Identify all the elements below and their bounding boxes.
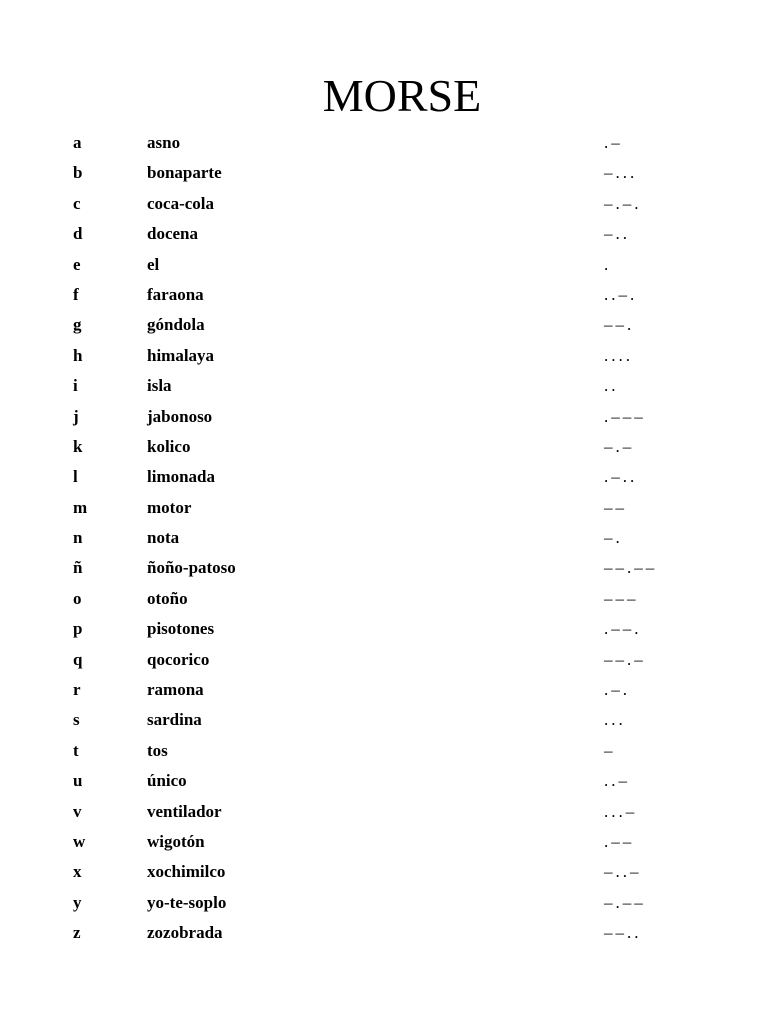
table-row [73, 918, 713, 948]
table-row [73, 250, 713, 280]
row-morse-code: ––.. [604, 923, 642, 943]
table-row [73, 797, 713, 827]
row-letter: d [73, 224, 83, 244]
row-letter: b [73, 163, 83, 183]
row-morse-code: . [604, 254, 612, 274]
row-morse-code: ..–. [604, 284, 638, 304]
table-row [73, 523, 713, 553]
table-row [73, 766, 713, 796]
row-letter: x [73, 862, 82, 882]
row-letter: e [73, 254, 81, 274]
row-morse-code: –... [604, 163, 638, 183]
page-title: MORSE [322, 70, 482, 121]
table-row [73, 736, 713, 766]
row-letter: i [73, 376, 78, 396]
table-row [73, 402, 713, 432]
table-row [73, 493, 713, 523]
row-morse-code: –. [604, 528, 623, 548]
row-morse-code: – [604, 740, 616, 760]
table-row [73, 310, 713, 340]
row-letter: p [73, 619, 83, 639]
row-morse-code: .– [604, 133, 623, 152]
row-letter: r [73, 680, 81, 700]
row-letter: a [73, 133, 82, 152]
row-morse-code: .––– [604, 406, 646, 426]
row-morse-code: ––– [604, 588, 639, 608]
row-letter: z [73, 923, 81, 943]
row-mnemonic-word: asno [147, 133, 181, 152]
row-letter: j [73, 406, 79, 426]
row-morse-code: .... [604, 345, 633, 365]
row-mnemonic-word: góndola [147, 315, 205, 335]
row-mnemonic-word: nota [147, 528, 180, 548]
row-letter: m [73, 497, 88, 517]
row-mnemonic-word: único [147, 771, 187, 791]
table-row [73, 614, 713, 644]
row-letter: ñ [73, 558, 83, 578]
row-mnemonic-word: motor [147, 497, 192, 517]
row-morse-code: –.–– [604, 892, 646, 912]
row-letter: k [73, 436, 83, 456]
row-mnemonic-word: himalaya [147, 345, 215, 365]
row-letter: f [73, 284, 79, 304]
table-row [73, 888, 713, 918]
row-mnemonic-word: docena [147, 224, 198, 244]
row-mnemonic-word: bonaparte [147, 163, 222, 183]
table-row [73, 280, 713, 310]
table-row [73, 341, 713, 371]
row-morse-code: ..– [604, 771, 630, 791]
row-letter: y [73, 892, 82, 912]
row-mnemonic-word: coca-cola [147, 193, 215, 213]
row-letter: o [73, 588, 82, 608]
row-morse-code: .––. [604, 619, 642, 639]
row-mnemonic-word: limonada [147, 467, 216, 487]
row-letter: v [73, 801, 82, 821]
table-row [73, 219, 713, 249]
table-row [73, 371, 713, 401]
table-row [73, 584, 713, 614]
table-row [73, 189, 713, 219]
row-mnemonic-word: kolico [147, 436, 191, 456]
row-morse-code: –.–. [604, 193, 642, 213]
table-row [73, 675, 713, 705]
table-row [73, 827, 713, 857]
row-mnemonic-word: jabonoso [147, 406, 213, 426]
table-row [73, 645, 713, 675]
row-morse-code: ––.– [604, 649, 646, 669]
row-morse-code: –.. [604, 224, 630, 244]
row-morse-code: .. [604, 376, 619, 396]
row-letter: g [73, 315, 82, 335]
row-mnemonic-word: qocorico [147, 649, 210, 669]
row-letter: l [73, 467, 78, 487]
row-mnemonic-word: faraona [147, 284, 204, 304]
row-mnemonic-word: ñoño-patoso [147, 558, 236, 578]
row-mnemonic-word: sardina [147, 710, 202, 730]
row-morse-code: .–.. [604, 467, 638, 487]
row-morse-code: .–– [604, 831, 635, 851]
row-letter: w [73, 831, 86, 851]
row-mnemonic-word: zozobrada [147, 923, 223, 943]
row-morse-code: –.– [604, 436, 635, 456]
row-letter: c [73, 193, 81, 213]
row-letter: q [73, 649, 83, 669]
row-mnemonic-word: el [147, 254, 160, 274]
row-morse-code: –..– [604, 862, 642, 882]
table-row [73, 705, 713, 735]
row-mnemonic-word: isla [147, 376, 172, 396]
row-mnemonic-word: tos [147, 740, 168, 760]
row-morse-code: ...– [604, 801, 638, 821]
row-letter: t [73, 740, 79, 760]
row-mnemonic-word: wigotón [147, 831, 205, 851]
row-letter: u [73, 771, 83, 791]
row-letter: n [73, 528, 83, 548]
row-letter: h [73, 345, 83, 365]
row-mnemonic-word: ramona [147, 680, 204, 700]
row-morse-code: ... [604, 710, 626, 730]
row-morse-code: ––. [604, 315, 635, 335]
row-mnemonic-word: xochimilco [147, 862, 226, 882]
morse-table [73, 128, 713, 949]
row-morse-code: –– [604, 497, 627, 517]
table-row [73, 432, 713, 462]
table-row [73, 128, 713, 158]
table-row [73, 553, 713, 583]
row-morse-code: .–. [604, 680, 630, 700]
row-mnemonic-word: pisotones [147, 619, 215, 639]
row-mnemonic-word: yo-te-soplo [147, 892, 227, 912]
table-row [73, 158, 713, 188]
table-row [73, 462, 713, 492]
row-morse-code: ––.–– [604, 558, 658, 578]
row-letter: s [73, 710, 80, 730]
row-mnemonic-word: otoño [147, 588, 188, 608]
table-row [73, 857, 713, 887]
row-mnemonic-word: ventilador [147, 801, 222, 821]
